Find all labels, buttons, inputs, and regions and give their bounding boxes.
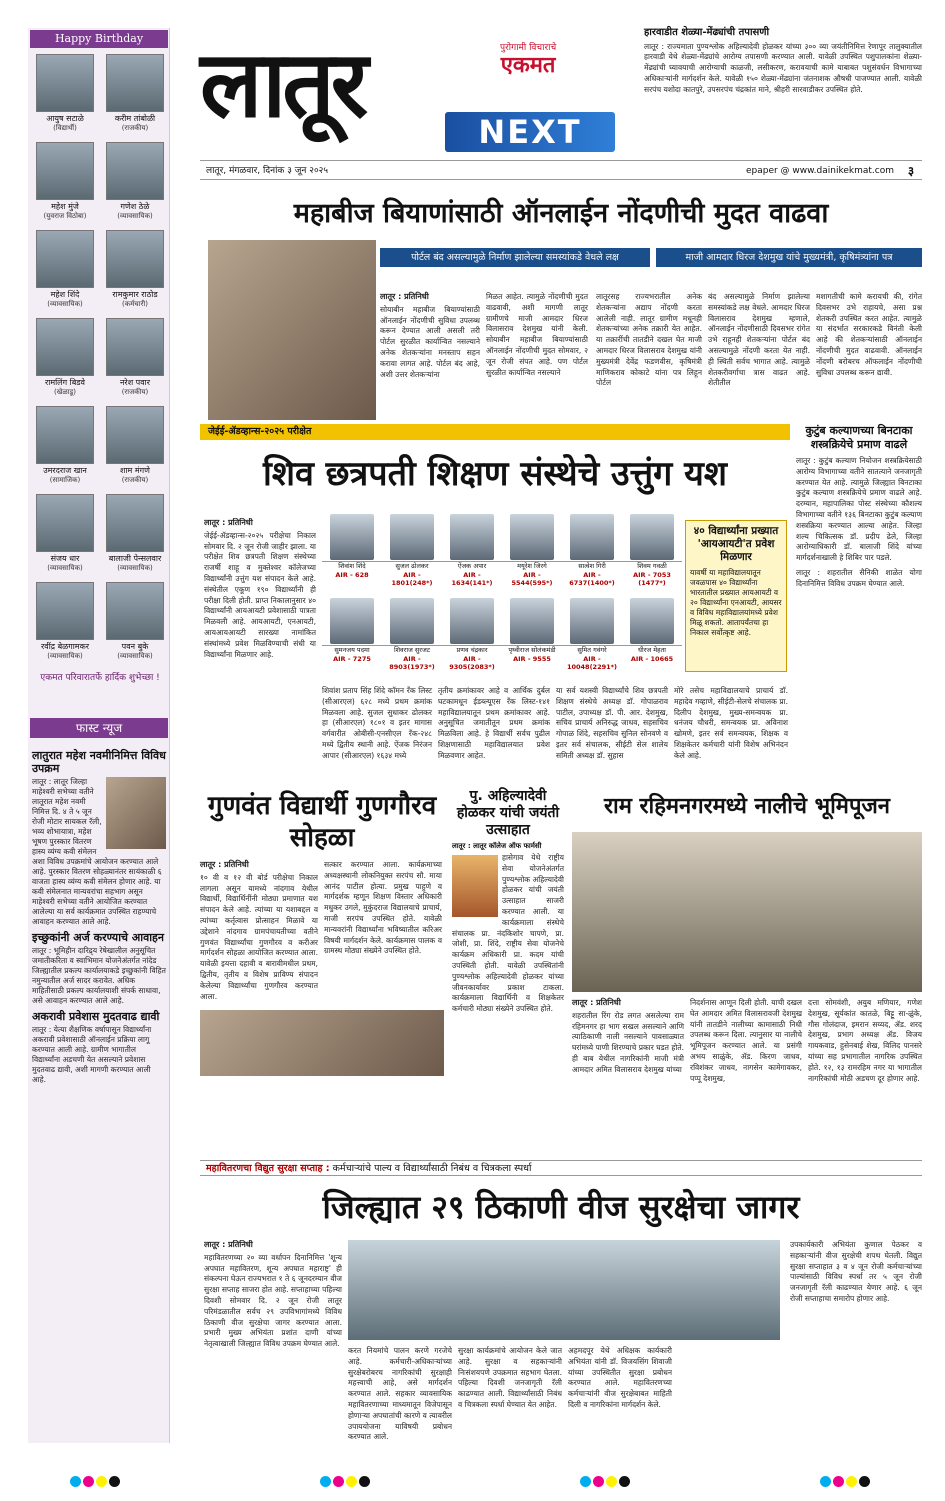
person-name: महेश शिंदे (50, 290, 80, 299)
person-role: (व्यावसायिक) (47, 652, 83, 660)
kutumb-text: लातूर : कुटुंब कल्याण नियोजन शस्त्रक्रियेसाठी आरोग्य विभागाच्या वतीने सातत्याने जनजागृती करण्यात येत आहे. त्यामुळे जिल्ह्यात बिनटाका कुटुंब कल्याण शस्त्रक्रियेचे प्रमाण वाढले आहे. दरम्यान, महापालिका पोस्ट संस्थेच्या कौशल्य विभागाच्या वतीने १३६ बिनटाका कुटुंब कल्याण शस्त्रक्रिया करण्यात आल्या आहेत. जिल्हा शल्य चिकित्सक डॉ. प्रदीप ढेले, जिल्हा आरोग्याधिकारी डॉ. बालाजी शिंदे यांच्या मार्गदर्शनाखाली हे शिबिर पार पडले. (796, 456, 922, 563)
student-name: धीरज मेहता (622, 645, 682, 655)
student-card (382, 514, 442, 596)
student-name: मयूरेश जिरगे (502, 561, 562, 571)
student-air: AIR - 9305(2083*) (449, 655, 495, 671)
news-text: लातूर : लातूर जिल्हा माहेश्वरी सभेच्या वतीने लातूरात महेश नवमी निमित्त दि. ४ ते ५ जून रोजी मोटार सायकल रॅली, भव्य शोभायात्रा, महेश भूषण पुरस्कार वितरण हास्य व्यंग्य कवी संमेलन अशा विविध उपक्रमांचे आयोजन करण्यात आले आहे. पुरस्कार वितरण सोहळ्यानंतर सायंकाळी ६ वाजता हास्य व्यंग्य कवी संमेलन होणार आहे. या कवी संमेलनात मान्यवरांचा सहभाग असून माहेश्वरी सभेच्या वतीने आयोजित करण्यात आलेल्या या सर्व कार्यक्रमात उपस्थित राहण्याचे आवाहन करण्यात आले आहे. (32, 777, 162, 926)
iit-box-text: यावर्षी या महाविद्यालयातून जवळपास ४० विद्यार्थ्यांना भारतातील प्रख्यात आयआयटी व २० विद्यार्थ्यांना एनआयटी, आयसर व विविध महाविद्यालयांमध्ये प्रवेश मिळू शकतो. आतापर्यंतचा हा निकाल सर्वोत्कृष्ट आहे. (690, 568, 782, 637)
student-card (502, 598, 562, 680)
student-card (622, 598, 682, 680)
student-photo (510, 514, 554, 560)
student-card (562, 514, 622, 596)
story2-intro: लातूर : प्रतिनिधी जेईई-ॲडव्हान्स-२०२५ परीक्षेचा निकाल सोमवार दि. २ जून रोजी जाहीर झाला. या परीक्षेत शिव छत्रपती शिक्षण संस्थेच्या राजर्षी शाहू व मुक्तेश्वर कॉलेजच्या विद्यार्थ्यांनी उत्तुंग यश संपादन केले आहे. संस्थेतील एकूण १९० विद्यार्थ्यांनी ही परीक्षा दिली होती. प्राप्त निकालानुसार ४० विद्यार्थ्यांनी आयआयटी प्रवेशासाठी पात्रता मिळवली आहे. आयआयटी, एनआयटी, आयआयआयटी सारख्या नामांकित संस्थांमध्ये प्रवेश मिळविण्याची संधी या विद्यार्थ्यांना मिळणार आहे. (204, 518, 316, 659)
student-photo (330, 598, 374, 644)
story1-col: लातूर : प्रतिनिधी सोयाबीन महाबीज बियाण्यांसाठी ऑनलाईन नोंदणीची सुविधा उपलब्ध करून देण्यात आली असली तरी पोर्टल सुरळीत कार्यान्वित नसल्याने अनेक शेतकऱ्यांना मनस्ताप सहन करावा लागत आहे. पोर्टल बंद आहे, अशी उत्तर शेतकऱ्यांना (380, 292, 480, 379)
story1-sub-right: माजी आमदार धिरज देशमुख यांचे मुख्यमंत्री, कृषिमंत्र्यांना पत्र (656, 248, 922, 267)
person-photo (36, 230, 94, 288)
story2-col: शिवांश प्रताप सिंह शिंदे कॉमन रँक लिस्ट (सीआरएल) ६२८ मध्ये प्रथम क्रमांक मिळवला आहे. सुजल सुधाकर ढोलकर हा (सीआरएल) १८०१ व इतर मागास वर्गवारीत ओबीसी-एनसीएल रँक-२४८ मध्ये द्वितीय स्थानी आहे. ऐंजक निरंजन आपार (सीआरएल) १६३४ मध्ये (322, 686, 432, 760)
person-photo (106, 582, 164, 640)
student-photo (570, 598, 614, 644)
person-photo (36, 582, 94, 640)
person-name: रामकुमार राठोड (112, 290, 158, 299)
page-number: ३ (907, 164, 915, 178)
student-photo (630, 514, 674, 560)
birthday-greeting: एकमत परिवारातर्फे हार्दिक शुभेच्छा ! (40, 673, 160, 683)
person-name: रामलिंग बिडवे (44, 378, 86, 387)
student-air: AIR - 10048(2291*) (566, 655, 618, 671)
person-role: (व्यावसायिक) (117, 652, 153, 660)
student-name: शिवांश शिंदे (322, 561, 382, 571)
student-card (442, 514, 502, 596)
birthday-person (32, 582, 98, 672)
story6-col (678, 1346, 782, 1466)
person-photo (106, 230, 164, 288)
student-name: ऐंजक अपार (442, 561, 502, 571)
person-name: नरेश पवार (119, 378, 151, 387)
story1-col: मशागतीची कामे करायची की, रांगेत दिवसभर उभे राहायचे, असा प्रश्न शेतकरी उपस्थित करत आहेत. त्यामुळे या संदर्भात सरकारकडे विनंती केली आहे की शेतकऱ्यांसाठी ऑनलाईन नोंदणीची मुदत वाढवावी. ऑनलाईन नोंदणी बरोबरच ऑफलाईन नोंदणीची सुविधा उपलब्ध करून द्यावी. (816, 292, 922, 377)
student-card (442, 598, 502, 680)
story2-col: तृतीय क्रमांकावर आहे व आर्थिक दुर्बल घटकामधून ईडब्ल्यूएस रँक लिस्ट-१४१ महाविद्यालयातून प्रथम क्रमांकावर आहे. अनुसूचित जमातीतून प्रथम क्रमांक मिळविला आहे. हे विद्यार्थी सर्वच पुढील शिक्षणासाठी महाविद्यालयात प्रवेश मिळवणार आहेत. (438, 686, 550, 760)
story6-col: अहमदपूर येथे अधिक्षक कार्यकारी अभियंता यांनी डॉ. विजयसिंग शिवाजी यांच्या उपस्थितीत सुरक्षा प्रबोधन करण्यात आले. महावितरणच्या कर्मचाऱ्यांनी वीज सुरक्षेबाबत माहिती दिली व नागरिकांना मार्गदर्शन केले. (568, 1346, 672, 1409)
person-name: गणेश ठेळे (120, 202, 150, 211)
story6-headline: जिल्ह्यात २९ ठिकाणी वीज सुरक्षेचा जागर (322, 1188, 800, 1226)
student-name: पृथ्वीराज सोलंकमंडी (502, 645, 562, 655)
student-name: शिवराज सुरजट (382, 645, 442, 655)
story5: राम रहिमनगरमध्ये नालीचे भूमिपूजन लातूर : प्रतिनिधी शहरातील रिंग रोड लगत असलेल्या राम रहिमनगर हा भाग सखल असल्याने आणि त्याठिकाणी नाली नसल्याने पावसाळ्यात घरांमध्ये पाणी शिरण्याचे प्रकार घडत होते. ही बाब येथील नागरिकांनी माजी मंत्री आमदार अमित विलासराव देशमुख यांच्या निदर्शनास आणून दिली होती. याची दखल घेत आमदार अमित विलासरावजी देशमुख यांनी तातडीने नालीच्या कामासाठी निधी उपलब्ध करून दिला. त्यानुसार या नालीचे भूमिपूजन करण्यात आले. या प्रसंगी अभय साळुंके, ॲड. किरण जाधव, रविशंकर जाधव, नागसेन कामेगावकर, पप्पू देशमुख, दत्ता सोमवंशी, अयुब मणियार, गणेश देशमुख, सूर्यकांत कातळे, बिट्टू सा-ळुंके, गौस गोलंदाज, इमरान सय्यद, ॲड. शरद देशमुख, प्रभाग अध्यक्ष ॲड. विजय गायकवाड, हुसेनबाई शेख, विलिद पानसरे यांच्या सह प्रभागातील नागरिक उपस्थित होते. १२, १३ रामरहिम नगर या भागातील नागरिकांची मोठी अडचण दूर होणार आहे. (572, 790, 922, 1084)
person-photo (36, 318, 94, 376)
person-role: (व्यावसायिक) (47, 300, 83, 308)
kutumb-title: कुटुंब कल्याणच्या बिनटाका शस्त्रक्रियेचे प्रमाण वाढले (805, 424, 913, 451)
birthday-person (32, 406, 98, 496)
birthday-person (102, 54, 168, 144)
student-air: AIR - 8903(1973*) (389, 655, 435, 671)
person-name: पवन बुके (121, 642, 149, 651)
story2-col: मोरे तसेच महाविद्यालयाचे प्राचार्य डॉ. महादेव गव्हाणे, सीईटी-सेलचे संचालक प्रा. दिलीप देशमुख, मुख्य-समन्वयक प्रा. धनंजय चौधरी, समन्वयक प्रा. अविनाश खोमणे, इतर सर्व समन्वयक, शिक्षक व शिक्षकेतर कर्मचारी यांनी विशेष अभिनंदन केले आहे. (674, 686, 788, 760)
student-card (322, 514, 382, 596)
student-photo (630, 598, 674, 644)
student-card (322, 598, 382, 680)
person-photo (106, 318, 164, 376)
birthday-person (32, 142, 98, 232)
student-air: AIR - 5544(595*) (511, 571, 553, 587)
birthday-person (102, 582, 168, 672)
person-name: करीम तांबोळी (114, 114, 156, 123)
news-text: लातूर : भूमिहीन दारिद्र्य रेषेखालील अनुसूचित जमातीकरिता व स्वाभिमान योजनेअंतर्गत नांदेड जिल्ह्यातील प्रकल्प कार्यालयाकडे इच्छुकांनी विहित नमुन्यातील अर्ज सादर करावेत. अधिक माहितीसाठी प्रकल्प कार्यालयाशी संपर्क साधावा, असे आवाहन करण्यात आले आहे. (32, 946, 166, 1005)
student-photo (450, 514, 494, 560)
person-photo (36, 54, 94, 112)
story5-headline: राम रहिमनगरमध्ये नालीचे भूमिपूजन (604, 794, 890, 819)
student-card (562, 598, 622, 680)
person-name: संजय धार (50, 554, 80, 563)
birthday-person (32, 230, 98, 320)
student-name: प्रणव चंद्रकार (442, 645, 502, 655)
person-role: (कर्मचारी) (122, 300, 148, 308)
person-role: (व्यावसायिक) (117, 212, 153, 220)
student-air: AIR - 7053 (1477*) (633, 571, 671, 587)
birthday-title: Happy Birthday (30, 30, 168, 48)
story1-headline: महाबीज बियाणांसाठी ऑनलाईन नोंदणीची मुदत वाढवा (293, 198, 829, 229)
news-title: इच्छुकांनी अर्ज करण्याचे आवाहन (32, 931, 165, 944)
top-right-title: हारवाडीत शेळ्या-मेंढ्यांची तपासणी (644, 27, 770, 38)
story3: गुणवंत विद्यार्थी गुणगौरव सोहळा लातूर : प्रतिनिधी १० वी व १२ वी बोर्ड परीक्षेचा निकाल लागला असून यामध्ये नांदगाव येथील विद्यार्थी, विद्यार्थिनींनी मोठ्या प्रमाणात यश संपादन केले आहे. त्यांच्या या यशाबद्दल व त्यांच्या कर्तृत्वास प्रोत्साहन मिळावे या उद्देशाने नांदगाव ग्रामपंचायतीच्या वतीने गुणवंत विद्यार्थ्यांचा गुणगौरव व करीअर मार्गदर्शन सोहळा आयोजित करण्यात आला. यावेळी इयत्ता दहावी व बारावीमधील प्रथम, द्वितीय, तृतीय व विशेष प्राविण्य संपादन केलेल्या विद्यार्थ्यांचा गुणगौरव करण्यात आला. सत्कार करण्यात आला. कार्यक्रमाच्या अध्यक्षस्थानी लोकनियुक्त सरपंच सौ. माया आनंद पाटील होत्या. प्रमुख पाहुणे व मार्गदर्शक म्हणून शिक्षण विस्तार अधिकारी मधुकर उगले, मुकुंदराज विद्यालयाचे प्राचार्य, माजी सरपंच उपस्थित होते. यावेळी मान्यवरांनी विद्यार्थ्यांना भविष्यातील करिअर विषयी मार्गदर्शन केले. कार्यक्रमास पालक व ग्रामस्थ मोठ्या संख्येने उपस्थित होते. (200, 790, 444, 1076)
person-name: शाम मंगणे (120, 466, 150, 475)
iit-box-title: ४० विद्यार्थ्यांना प्रख्यात 'आयआयटी'त प्रवेश मिळणार (693, 525, 779, 563)
student-name: सुमित गवंगरे (562, 645, 622, 655)
student-air: AIR - 1801(248*) (391, 571, 433, 587)
student-air: AIR - 10665 (630, 655, 674, 663)
person-photo (106, 142, 164, 200)
person-name: आयुष सटाळे (46, 114, 84, 123)
ekmat-brand: पुरोगामी विचाराचे एकमत (500, 43, 557, 78)
epaper-link[interactable]: epaper @ www.dainikekmat.com (745, 166, 894, 176)
student-name: सात्वेश गिरी (562, 561, 622, 571)
birthday-person (102, 318, 168, 408)
story4-headline: पु. अहिल्यादेवी होळकर यांची जयंती उत्साहात (456, 788, 560, 838)
student-name: सुजल ढोलकर (382, 561, 442, 571)
student-photo (330, 514, 374, 560)
student-photo (390, 598, 434, 644)
student-name: शिवम गवळी (622, 561, 682, 571)
birthday-person (32, 318, 98, 408)
student-grid (322, 514, 682, 684)
masthead-logo (200, 30, 620, 155)
student-photo (450, 598, 494, 644)
student-air: AIR - 9555 (513, 655, 551, 663)
story1-col: लातूरसह राज्यभरातील अनेक शेतकऱ्यांना अद्याप नोंदणी करता आलेली नाही. लातूर ग्रामीण मधूनही शेतकऱ्यांच्या अनेक तक्रारी येत आहेत. या तक्रारींची तातडीने दखल घेत माजी आमदार धिरज विलासराव देशमुख यांनी मुख्यमंत्री देवेंद्र फडणवीस, कृषिमंत्री माणिकराव कोकाटे यांना पत्र लिहून पोर्टल (596, 292, 702, 388)
story4: पु. अहिल्यादेवी होळकर यांची जयंती उत्साहात लातूर : लातूर कॉलेज ऑफ फार्मसी हासेगाव येथे राष्ट्रीय सेवा योजनेअंतर्गत पुण्यश्लोक अहिल्यादेवी होळकर यांची जयंती उत्साहात साजरी करण्यात आली. या कार्यक्रमाला संस्थेचे संचालक प्रा. नंदकिशोर चापणे, प्रा. जोशी, प्रा. शिंदे, राष्ट्रीय सेवा योजनेचे कार्यक्रम अधिकारी प्रा. कदम यांची उपस्थिती होती. यावेळी उपस्थितांनी पुण्यश्लोक अहिल्यादेवी होळकर यांच्या जीवनकार्यावर प्रकाश टाकला. कार्यक्रमाला विद्यार्थिनी व शिक्षकेतर कर्मचारी मोठ्या संख्येने उपस्थित होते. (452, 788, 564, 1014)
story4-text: हासेगाव येथे राष्ट्रीय सेवा योजनेअंतर्गत पुण्यश्लोक अहिल्यादेवी होळकर यांची जयंती उत्साहात साजरी करण्यात आली. या कार्यक्रमाला संस्थेचे संचालक प्रा. नंदकिशोर चापणे, प्रा. जोशी, प्रा. शिंदे, राष्ट्रीय सेवा योजनेचे कार्यक्रम अधिकारी प्रा. कदम यांची उपस्थिती होती. यावेळी उपस्थितांनी पुण्यश्लोक अहिल्यादेवी होळकर यांच्या जीवनकार्यावर प्रकाश टाकला. कार्यक्रमाला विद्यार्थिनी व शिक्षकेतर कर्मचारी मोठ्या संख्येने उपस्थित होते. (452, 853, 564, 1014)
shiva-image (106, 777, 166, 849)
person-name: उमरदराज खान (43, 466, 87, 475)
gunagaurav-photo (200, 1010, 444, 1076)
story6-strip: महावितरणचा विद्युत सुरक्षा सप्ताह : कर्मचाऱ्यांचे पाल्य व विद्यार्थ्यांसाठी निबंध व चित्रकला स्पर्धा (200, 1160, 922, 1176)
person-role: (खेळाडू) (53, 388, 77, 396)
dhiraj-deshmukh-photo (208, 240, 376, 420)
person-role: (व्यावसायिक) (47, 564, 83, 572)
news-text: लातूर : येत्या शैक्षणिक वर्षापासून विद्यार्थ्यांना अकरावी प्रवेशासाठी ऑनलाईन प्रक्रिया लागू करण्यात आली आहे. ग्रामीण भागातील विद्यार्थ्यांना अडचणी येत असल्याने प्रवेशास मुदतवाढ द्यावी, अशी मागणी करण्यात आली आहे. (32, 1025, 152, 1084)
person-role: (युवराज विठोबा) (43, 212, 87, 220)
iit-box (685, 520, 787, 672)
student-card (502, 514, 562, 596)
fast-news-title: फास्ट न्यूज (30, 718, 168, 738)
top-right-story (644, 28, 922, 95)
kutumb-text2: लातूर : शहरातील सैनिकी शाळेत योगा दिनानिमित्त विविध उपक्रम घेण्यात आले. (796, 567, 922, 588)
student-air: AIR - 6737(1400*) (569, 571, 615, 587)
story6-col: लातूर : प्रतिनिधी महावितरणच्या २० व्या वर्धापन दिनानिमित्त 'शून्य अपघात महावितरण, शून्य अपघात महाराष्ट्र' ही संकल्पना घेऊन राज्यभरात १ ते ६ जूनदरम्यान वीज सुरक्षा सप्ताह साजरा होत आहे. सप्ताहाच्या पहिल्या दिवशी सोमवार दि. २ जून रोजी लातूर परिमंडळातील सर्वच २९ उपविभागांमध्ये विविध ठिकाणी वीज सुरक्षेचा जागर करण्यात आला. प्रभारी मुख्य अभियंता प्रशांत दाणी यांच्या नेतृत्वाखाली जिल्ह्यात विविध उपक्रम घेण्यात आले. (204, 1240, 342, 1349)
student-air: AIR - 628 (335, 571, 369, 579)
top-right-text: लातूर : राज्यमाता पुण्यश्लोक अहिल्यादेवी होळकर यांच्या ३०० व्या जयंतीनिमित्त रेणापूर तालुक्यातील हारवाडी येथे शेळ्या-मेंढ्यांचे आरोग्य तपासणी करण्यात आली. यावेळी उपस्थित पशुपालकांना शेळ्या-मेंढ्यांची घ्यावयाची आरोग्याची काळजी, लसीकरण, करावयाची कामे याबाबत पशुसंवर्धन विभागाच्या अधिकाऱ्यांनी मार्गदर्शन केले. यावेळी १५० शेळ्या-मेंढ्यांना जंतनाशक औषधी पाजण्यात आली. यावेळी सरपंच यशोदा कातपुरे, उपसरपंच चंद्रकांत माने, श्रीहरी सारवाडीकर उपस्थित होते. (644, 41, 922, 94)
person-role: (राजकीय) (121, 124, 149, 132)
student-air: AIR - 1634(141*) (451, 571, 493, 587)
person-role: (राजकीय) (121, 476, 149, 484)
person-role: (व्यावसायिक) (117, 564, 153, 572)
logo-latur: लातूर (200, 31, 365, 138)
birthday-person (102, 142, 168, 232)
print-registration-marks (0, 1472, 945, 1486)
news-title: अकरावी प्रवेशास मुदतवाढ द्यावी (32, 1010, 160, 1023)
story1-sub-left: पोर्टल बंद असल्यामुळे निर्माण झालेल्या समस्यांकडे वेधले लक्ष (380, 248, 650, 267)
vij-suraksha-photo (348, 1240, 780, 1340)
person-photo (106, 406, 164, 464)
story1-col: बंद असल्यामुळे निर्माण झालेल्या समस्यांकडे लक्ष वेधले. आमदार धिरज विलासराव देशमुख म्हणाले, ऑनलाईन नोंदणीसाठी दिवसभर रांगेत उभे राहूनही शेतकऱ्यांना पोर्टल बंद असल्यामुळे नोंदणी करता येत नाही. ही स्थिती सर्वच भागात आहे. त्यामुळे शेतकरीवर्गाचा त्रास वाढत आहे. शेतीतील (708, 292, 810, 388)
dateline (200, 160, 922, 180)
person-name: बालाजी पेन्सलवार (108, 554, 162, 563)
story2-col: या सर्व यशस्वी विद्यार्थ्यांचे शिव छत्रपती शिक्षण संस्थेचे अध्यक्ष डॉ. गोपाळराव पाटील, उपाध्यक्ष डॉ. पी. आर. देशमुख, सचिव प्राचार्य अनिरुद्ध जाधव, सहसचिव गोपाळ शिंदे, सहसचिव सुनिल सोनवणे व इतर सर्व संचालक, सीईटी सेल शालेय समिती अध्यक्ष डॉ. सुहास (556, 686, 668, 760)
ahilyadevi-portrait (452, 855, 498, 917)
person-role: (सामाजिक) (49, 476, 81, 484)
student-card (382, 598, 442, 680)
logo-next: NEXT (445, 112, 615, 152)
person-photo (106, 494, 164, 552)
student-photo (570, 514, 614, 560)
student-photo (510, 598, 554, 644)
student-name: सुमनजय पदमा (322, 645, 382, 655)
person-name: महेश मुंजे (51, 202, 79, 211)
story3-headline: गुणवंत विद्यार्थी गुणगौरव सोहळा (207, 791, 437, 853)
birthday-person (32, 54, 98, 144)
birthday-person (102, 230, 168, 320)
person-photo (36, 494, 94, 552)
student-air: AIR - 7275 (333, 655, 371, 663)
story6-col: करत नियमांचे पालन करणे गरजेचे आहे. कर्मचारी-अधिकाऱ्यांच्या सुरक्षेबरोबरच नागरिकांची सुरक्षाही महत्त्वाची आहे, असे मार्गदर्शन करण्यात आले. सहकार व्यावसायिक महावितरणाच्या माध्यमातून विजेपासून होणाऱ्या अपघातांची कारणे व त्यावरील उपाययोजना याविषयी प्रबोधन करण्यात आले. (348, 1346, 452, 1442)
story1-col: मिळत आहेत. त्यामुळे नोंदणीची मुदत वाढवावी, अशी मागणी लातूर ग्रामीणचे माजी आमदार धिरज विलासराव देशमुख यांनी केली. सोयाबीन महाबीज बियाण्यांसाठी ऑनलाईन नोंदणीची मुदत सोमवार, २ जून रोजी संपत आहे. पण पोर्टल सुरळीत कार्यान्वित नसल्याने (486, 292, 588, 377)
story6-col: सुरक्षा कार्यक्रमांचे आयोजन केले जात आहे. सुरक्षा व सहकाऱ्यांनी निःसंशयपणे उपक्रमात सहभाग घेतला. पहिल्या दिवशी जनजागृती रॅली काढण्यात आली. विद्यार्थ्यांसाठी निबंध व चित्रकला स्पर्धा घेण्यात येत आहेत. (458, 1346, 562, 1409)
person-role: (राजकीय) (121, 388, 149, 396)
person-photo (36, 406, 94, 464)
news-title: लातुरात महेश नवमीनिमित्त विविध उपक्रम (32, 749, 166, 775)
person-name: रवींद्र बेळगामकर (40, 642, 89, 651)
story2-tag: जेईई-ॲडव्हान्स-२०२५ परीक्षेत (200, 424, 790, 440)
bhoomipujan-photo (572, 832, 922, 992)
student-photo (390, 514, 434, 560)
person-role: (विद्यार्थी) (53, 124, 77, 132)
story2-headline: शिव छत्रपती शिक्षण संस्थेचे उत्तुंग यश (263, 454, 727, 494)
person-photo (36, 142, 94, 200)
birthday-person (102, 494, 168, 584)
kutumb-story (796, 424, 922, 590)
birthday-person (102, 406, 168, 496)
student-card (622, 514, 682, 596)
story6-col: उपकार्यकारी अभियंता कुणाल पेठकर व सहकाऱ्यांनी वीज सुरक्षेची शपथ घेतली. विद्युत सुरक्षा सप्ताहात ३ व ४ जून रोजी कर्मचाऱ्यांच्या पाल्यांसाठी विविध स्पर्धा तर ५ जून रोजी जनजागृती रॅली काढण्यात येणार आहे. ६ जून रोजी सप्ताहाचा समारोप होणार आहे. (790, 1240, 922, 1303)
date-text: लातूर, मंगळवार, दिनांक ३ जून २०२५ (206, 166, 328, 176)
fast-news-body (32, 745, 166, 1085)
birthday-person (32, 494, 98, 584)
person-photo (106, 54, 164, 112)
